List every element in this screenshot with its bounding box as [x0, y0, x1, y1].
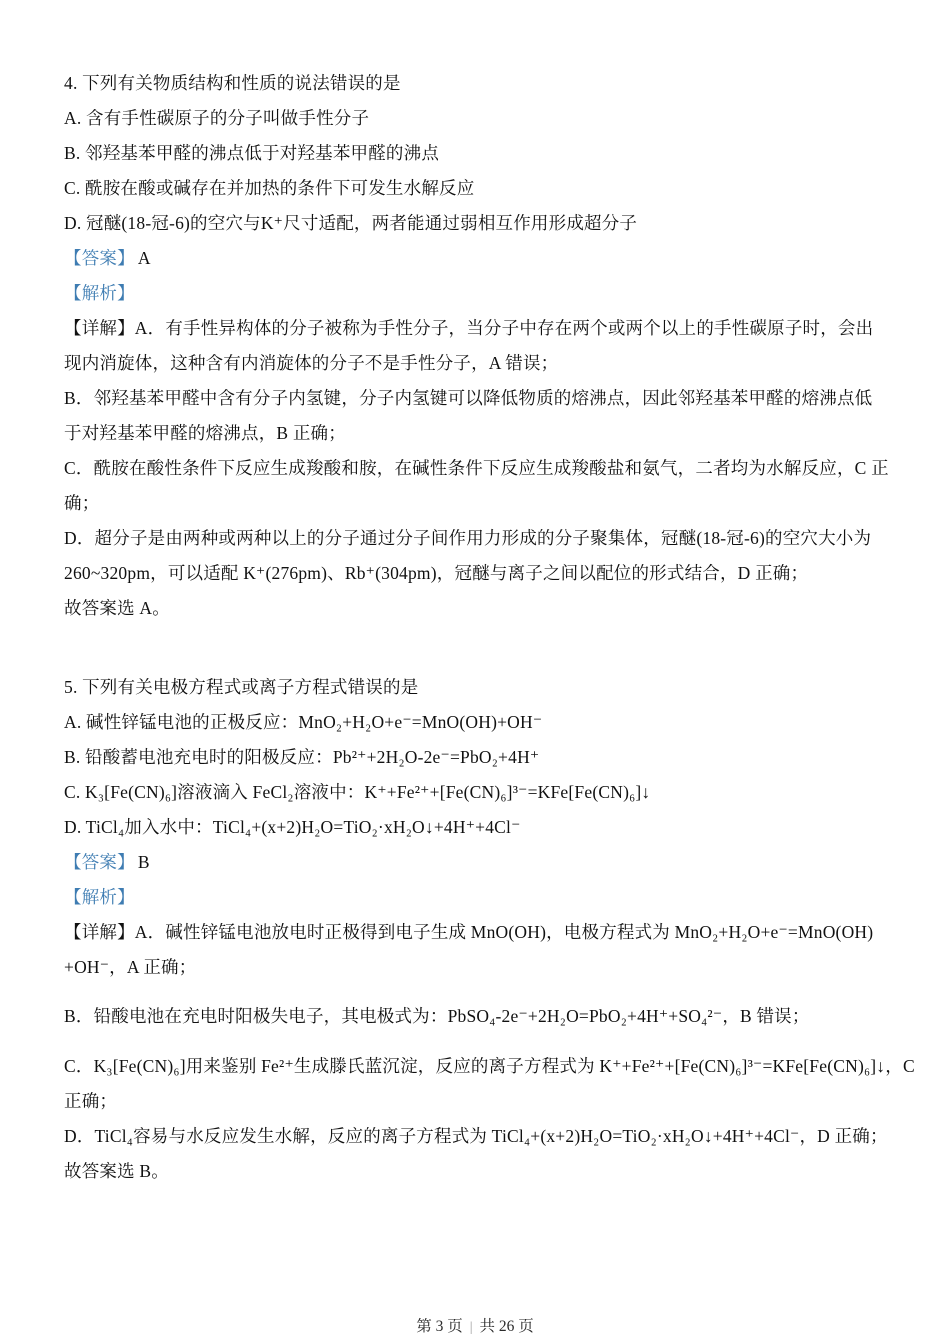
- question-4: [64, 66, 892, 626]
- answer-value: B: [137, 852, 150, 872]
- answer-label: 【答案】: [64, 852, 135, 872]
- question-5-answer-row: [64, 845, 892, 880]
- question-5-detail-line: +OH⁻，A 正确；: [64, 957, 197, 977]
- question-4-detail-line: B．邻羟基苯甲醛中含有分子内氢键，分子内氢键可以降低物质的熔沸点，因此邻羟基苯甲醛的熔沸点低: [64, 388, 873, 408]
- question-4-detail-line: C．酰胺在酸性条件下反应生成羧酸和胺，在碱性条件下反应生成羧酸盐和氨气，二者均为水解反应，C 正: [64, 458, 889, 478]
- analysis-label: 【解析】: [64, 887, 135, 907]
- question-4-stem: 4. 下列有关物质结构和性质的说法错误的是: [64, 73, 401, 93]
- question-5-option-d: D. TiCl₄加入水中：TiCl₄+(x+2)H₂O=TiO₂·xH₂O↓+4H⁺+4Cl⁻: [64, 817, 521, 837]
- question-5: [64, 670, 915, 1189]
- answer-value: A: [137, 248, 151, 268]
- question-5-option-a: A. 碱性锌锰电池的正极反应：MnO₂+H₂O+e⁻=MnO(OH)+OH⁻: [64, 712, 543, 732]
- question-4-option-b: B. 邻羟基苯甲醛的沸点低于对羟基苯甲醛的沸点: [64, 143, 440, 163]
- question-5-detail-line: D．TiCl₄容易与水反应发生水解，反应的离子方程式为 TiCl₄+(x+2)H₂O=TiO₂·xH₂O↓+4H⁺+4Cl⁻，D 正确；: [64, 1126, 888, 1146]
- question-4-detail-line: 确；: [64, 493, 100, 513]
- question-5-analysis-row: [64, 880, 892, 915]
- question-4-analysis-row: [64, 276, 892, 311]
- footer-page-total: 共 26 页: [479, 1318, 534, 1335]
- page-footer: [0, 1315, 950, 1340]
- question-4-detail-line: 于对羟基苯甲醛的熔沸点，B 正确；: [64, 423, 346, 443]
- question-4-detail-line: 故答案选 A。: [64, 598, 170, 618]
- question-4-detail-line: 现内消旋体，这种含有内消旋体的分子不是手性分子，A 错误；: [64, 353, 559, 373]
- question-5-option-b: B. 铅酸蓄电池充电时的阳极反应：Pb²⁺+2H₂O-2e⁻=PbO₂+4H⁺: [64, 747, 540, 767]
- question-4-option-a: A. 含有手性碳原子的分子叫做手性分子: [64, 108, 370, 128]
- analysis-label: 【解析】: [64, 283, 135, 303]
- question-5-option-c: C. K₃[Fe(CN)₆]溶液滴入 FeCl₂溶液中：K⁺+Fe²⁺+[Fe(CN)₆]³⁻=KFe[Fe(CN)₆]↓: [64, 782, 651, 802]
- question-4-detail-line: D．超分子是由两种或两种以上的分子通过分子间作用力形成的分子聚集体，冠醚(18-冠-6)的空穴大小为: [64, 528, 872, 548]
- question-5-detail-line: 正确；: [64, 1091, 118, 1111]
- question-4-option-d: D. 冠醚(18-冠-6)的空穴与K⁺尺寸适配，两者能通过弱相互作用形成超分子: [64, 213, 638, 233]
- question-5-detail-line: 【详解】A．碱性锌锰电池放电时正极得到电子生成 MnO(OH)，电极方程式为 MnO₂+H₂O+e⁻=MnO(OH): [64, 922, 874, 942]
- question-4-detail-line: 【详解】A．有手性异构体的分子被称为手性分子，当分子中存在两个或两个以上的手性碳原子时，会出: [64, 318, 874, 338]
- question-5-detail-line: B．铅酸电池在充电时阳极失电子，其电极式为：PbSO₄-2e⁻+2H₂O=PbO₂+4H⁺+SO₄²⁻，B 错误；: [64, 1006, 810, 1026]
- page-content: [64, 66, 915, 1189]
- question-5-stem: 5. 下列有关电极方程式或离子方程式错误的是: [64, 677, 419, 697]
- question-4-answer-row: [64, 241, 892, 276]
- footer-separator: |: [469, 1320, 473, 1335]
- question-5-detail-line: 故答案选 B。: [64, 1161, 169, 1181]
- footer-page-number: 第 3 页: [416, 1318, 463, 1335]
- question-4-detail-line: 260~320pm，可以适配 K⁺(276pm)、Rb⁺(304pm)，冠醚与离子之间以配位的形式结合，D 正确；: [64, 563, 809, 583]
- answer-label: 【答案】: [64, 248, 135, 268]
- question-4-option-c: C. 酰胺在酸或碱存在并加热的条件下可发生水解反应: [64, 178, 475, 198]
- question-5-detail-line: C．K₃[Fe(CN)₆]用来鉴别 Fe²⁺生成滕氏蓝沉淀，反应的离子方程式为 K⁺+Fe²⁺+[Fe(CN)₆]³⁻=KFe[Fe(CN)₆]↓，C: [64, 1056, 915, 1076]
